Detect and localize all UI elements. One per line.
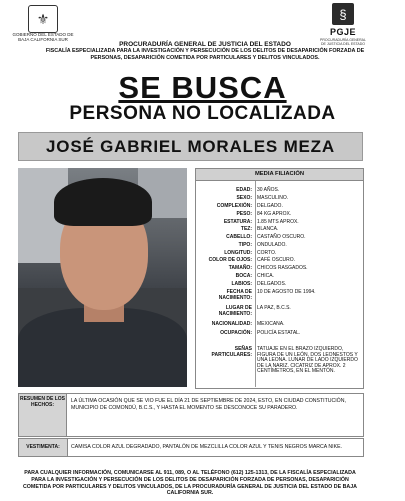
filiacion-label: SEÑAS PARTICULARES: [211,346,252,358]
media-filiacion-panel [195,168,364,389]
contact-footer: PARA CUALQUIER INFORMACIÓN, COMUNICARSE AL 911, 089, O AL TELÉFONO (612) 125-1313, DE LA FISCALÍA ESPECIALIZADA PARA LA INVESTIGACIÓN Y PERSECUCIÓN DE LOS DELITOS DE DESAPARICIÓN FORZADA DE PERSONAS, DESAPARICIÓN COMETIDA POR PARTICULARES Y DELITOS VINCULADOS, DE LA PROCURADURÍA GENERAL DE JUSTICIA DEL ESTADO DE BAJA CALIFORNIA SUR. [22,470,358,497]
filiacion-label: LONGITUD: [224,250,252,256]
filiacion-value: CASTAÑO OSCURO. [257,234,306,240]
filiacion-label: CABELLO: [226,234,252,240]
filiacion-label: SEXO: [236,195,252,201]
vestimenta-text: CAMISA COLOR AZUL DEGRADADO, PANTALÓN DE MEZCLILLA COLOR AZUL Y TENIS NEGROS MARCA NIKE. [71,444,342,450]
resumen-hechos-box [18,393,364,437]
resumen-hechos-text: LA ÚLTIMA OCASIÓN QUE SE VIO FUE EL DÍA 21 DE SEPTIEMBRE DE 2024, ESTO, EN CIUDAD CONSTITUCIÓN, MUNICIPIO DE COMONDÚ, B.C.S., Y HASTA EL MOMENTO SE DESCONOCE SU PARADERO. [71,398,346,411]
filiacion-value: MEXICANA. [257,321,285,327]
filiacion-value: CHICOS RASGADOS. [257,265,308,271]
filiacion-value: CORTO. [257,250,277,256]
agency-title: PROCURADURÍA GENERAL DE JUSTICIA DEL ESTADO [119,41,291,48]
filiacion-label: COLOR DE OJOS: [208,257,252,263]
filiacion-value: CHICA. [257,273,274,279]
filiacion-value: POLICÍA ESTATAL. [257,330,301,336]
filiacion-label: PESO: [236,211,252,217]
state-seal-icon: ⚜ [28,5,58,33]
filiacion-label: BOCA: [235,273,252,279]
agency-subtitle: FISCALÍA ESPECIALIZADA PARA LA INVESTIGACIÓN Y PERSECUCIÓN DE LOS DELITOS DE DESAPARICIÓN FORZADA DE PERSONAS, DESAPARICIÓN COMETIDA POR PARTICULARES Y DELITOS VINCULADOS. [45,48,365,61]
filiacion-label: FECHA DE NACIMIENTO: [218,289,252,301]
se-busca-heading: SE BUSCA [118,70,287,105]
filiacion-value: TATUAJE EN EL BRAZO IZQUIERDO, FIGURA DE UN LEÓN, DOS LEONESTOS Y UNA LEONA. LUNAR DE LADO IZQUIERDO DE LA NARIZ. CICATRIZ DE APROX. 2 CENTÍMETROS, EN EL MENTÓN. [257,346,358,375]
filiacion-value: ONDULADO. [257,242,287,248]
filiacion-value: BLANCA. [257,226,279,232]
government-label: GOBIERNO DEL ESTADO DE BAJA CALIFORNIA SUR [12,32,74,42]
filiacion-value: 1.85 MTS APROX. [257,219,299,225]
vestimenta-box [18,438,364,457]
pgje-logo-subtitle: PROCURADURÍA GENERAL DE JUSTICIA DEL ESTADO [320,38,366,46]
filiacion-label: TAMAÑO: [228,265,252,271]
vestimenta-label: VESTIMENTA: [19,439,68,456]
filiacion-label: TEZ: [240,226,252,232]
filiacion-label: OCUPACIÓN: [220,330,252,336]
filiacion-value: DELGADOS. [257,281,287,287]
filiacion-label: LABIOS: [231,281,252,287]
filiacion-value: CAFÉ OSCURO. [257,257,296,263]
missing-person-photo [18,168,187,387]
persona-no-localizada-heading: PERSONA NO LOCALIZADA [69,103,336,124]
filiacion-label: EDAD: [236,187,252,193]
filiacion-label: TIPO: [238,242,252,248]
pgje-logo-text: PGJE [329,27,356,37]
media-filiacion-title: MEDIA FILIACIÓN [196,169,363,181]
filiacion-value: 10 DE AGOSTO DE 1994. [257,289,316,295]
filiacion-label: LUGAR DE NACIMIENTO: [218,305,252,317]
filiacion-label: NACIONALIDAD: [211,321,252,327]
filiacion-value: 30 AÑOS. [257,187,280,193]
missing-person-name: JOSÉ GABRIEL MORALES MEZA [18,132,363,161]
filiacion-value: DELGADO. [257,203,283,209]
filiacion-label: COMPLEXIÓN: [216,203,252,209]
filiacion-value: 84 KG APROX. [257,211,292,217]
filiacion-value: LA PAZ, B.C.S. [257,305,291,311]
filiacion-label: ESTATURA: [223,219,252,225]
pgje-logo-icon: § [332,3,354,25]
filiacion-value: MASCULINO. [257,195,289,201]
resumen-hechos-label: RESUMEN DE LOS HECHOS: [19,394,67,436]
